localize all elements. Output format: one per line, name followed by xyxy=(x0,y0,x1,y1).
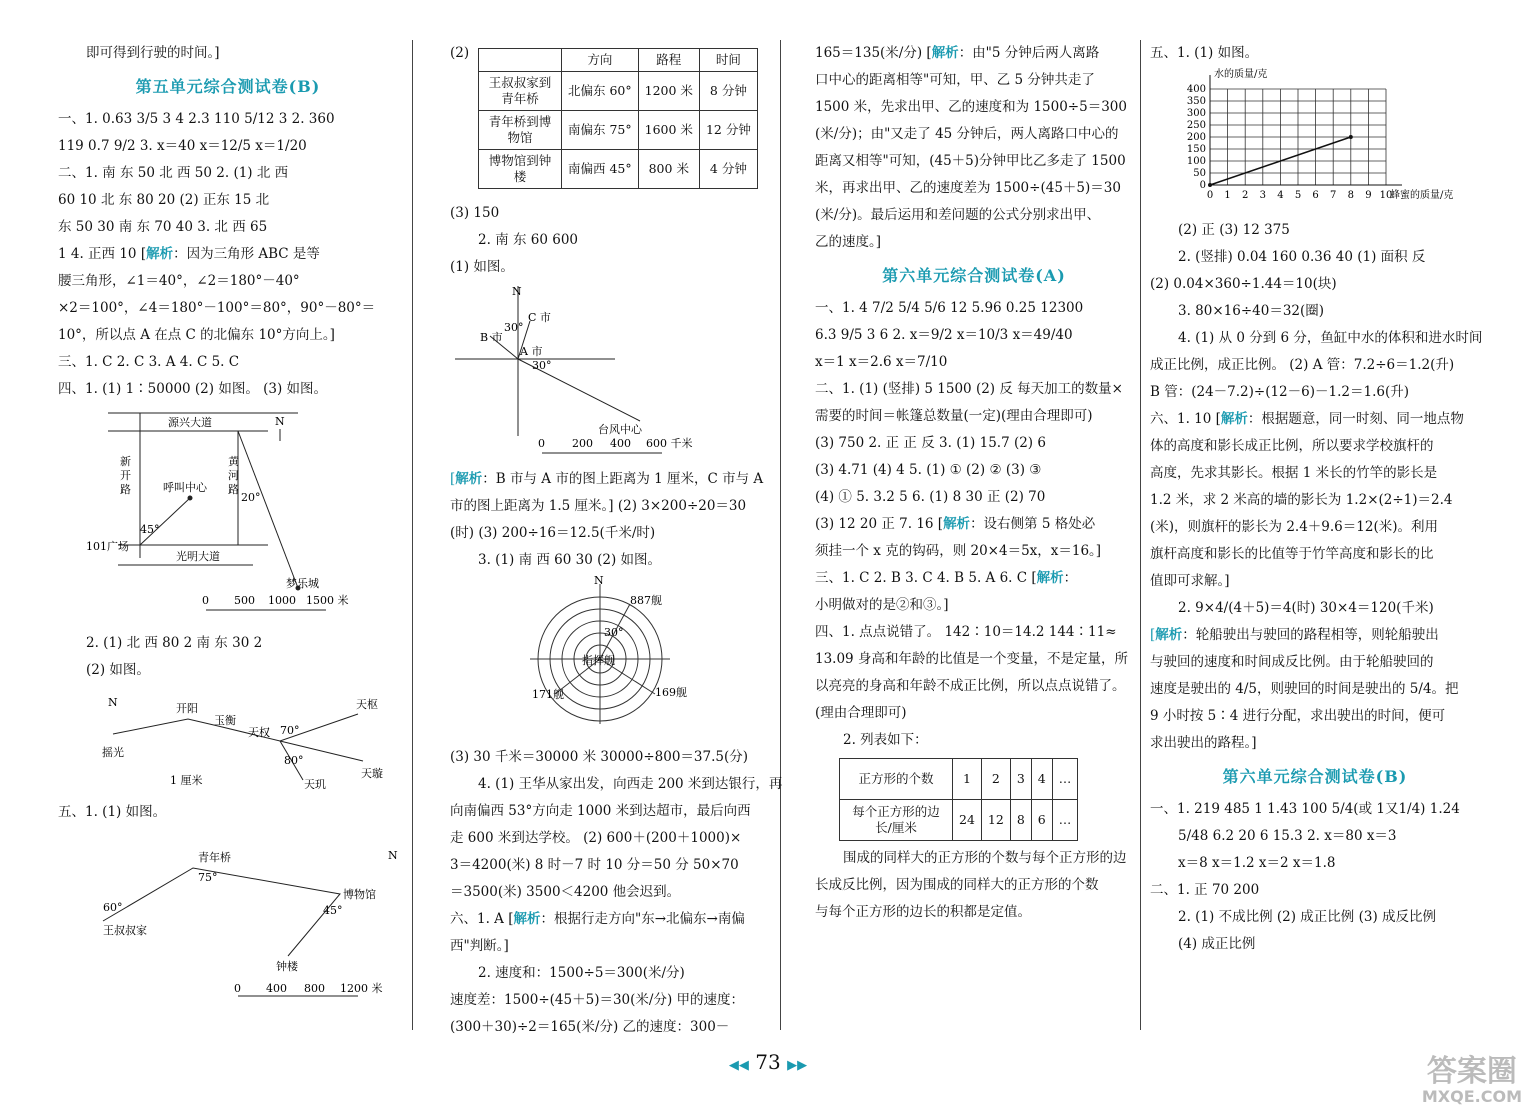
scale-label: 200 xyxy=(572,437,593,450)
text-line: 以亮亮的身高和年龄不成正比例，所以点点说错了。 xyxy=(815,678,1126,694)
x-tick-label: 1 xyxy=(1224,190,1231,201)
analysis-tag: 解析 xyxy=(513,911,541,927)
text-line: 体的高度和影长成正比例，所以要求学校旗杆的 xyxy=(1150,438,1434,454)
angle-label: 70° xyxy=(280,724,300,737)
text-line: 五、1. (1) 如图。 xyxy=(1150,45,1259,61)
text-line: 走 600 米到达学校。 (2) 600＋(200＋1000)× xyxy=(450,830,742,846)
bracket: [ xyxy=(450,471,456,487)
data-point xyxy=(1349,135,1353,139)
table-cell: 4 分钟 xyxy=(699,150,757,189)
text-line: 需要的时间＝帐篷总数量(一定)(理由合理即可) xyxy=(815,408,1093,424)
table-row xyxy=(840,800,1078,841)
text-line: (米/分)；由"又走了 45 分钟后，两人离路口中心的 xyxy=(815,126,1119,142)
city-label: A 市 xyxy=(520,345,543,358)
city-label: B 市 xyxy=(480,331,503,344)
text-line: (理由合理即可) xyxy=(815,705,907,721)
text-line: 高度，先求其影长。根据 1 米长的竹竿的影长是 xyxy=(1150,465,1438,481)
star-map-figure xyxy=(58,684,398,789)
text-line: 4. (1) 王华从家出发，向西走 200 米到达银行，再 xyxy=(478,776,783,792)
text-line: 二、1. 正 70 200 xyxy=(1150,882,1260,898)
text-line: 距离又相等"可知，(45＋5)分钟甲比乙多走了 1500 xyxy=(815,153,1126,169)
table-cell: 1600 米 xyxy=(638,111,699,150)
x-tick-label: 5 xyxy=(1294,190,1302,201)
table-cell: 王叔叔家到青年桥 xyxy=(479,72,562,111)
star-label: 开阳 xyxy=(176,702,198,715)
text-line: 一、1. 0.63 3/5 3 4 2.3 110 5/12 3 2. 360 xyxy=(58,111,335,127)
section-title: 第五单元综合测试卷(B) xyxy=(135,77,321,96)
table-cell: 6 xyxy=(1031,800,1052,841)
text-line: (2) 0.04×360÷1.44＝10(块) xyxy=(1150,276,1337,292)
analysis-tag: 解析 xyxy=(943,516,971,532)
text-line: 市的图上距离为 1.5 厘米。] (2) 3×200÷20＝30 xyxy=(450,498,747,514)
angle-label: 45° xyxy=(323,904,343,917)
place-label: 博物馆 xyxy=(343,888,376,901)
watermark-big: 答案圈 xyxy=(1426,1054,1517,1089)
scale-label: 400 xyxy=(610,437,631,450)
table-cell: 青年桥到博物馆 xyxy=(479,111,562,150)
text-line: (3) 12 20 正 7. 16 [ xyxy=(815,516,944,532)
page-number-text: 73 xyxy=(755,1050,781,1074)
angle-label: 30° xyxy=(504,321,524,334)
table-cell: 1 xyxy=(953,759,982,800)
road-left-label: 新 xyxy=(120,455,131,468)
text-line: 60 10 北 东 80 20 (2) 正东 15 北 xyxy=(58,192,270,208)
analysis-tag: 解析 xyxy=(1220,411,1248,427)
text-line: 2. 列表如下： xyxy=(843,732,928,748)
text-line: 米，再求出甲、乙的速度差为 1500÷(45＋5)＝30 xyxy=(815,180,1121,196)
text-line: 2. (1) 不成比例 (2) 成正比例 (3) 成反比例 xyxy=(1178,909,1436,925)
text-line: (2) 正 (3) 12 375 xyxy=(1178,222,1290,238)
north-label: N xyxy=(108,696,118,709)
column-4 xyxy=(1150,40,1483,958)
text-line: 一、1. 4 7/2 5/4 5/6 12 5.96 0.25 12300 xyxy=(815,300,1084,316)
x-tick-label: 4 xyxy=(1277,190,1284,201)
x-tick-label: 3 xyxy=(1259,190,1266,201)
city-label: C 市 xyxy=(528,311,551,324)
text-line: 10°，所以点 A 在点 C 的北偏东 10°方向上。] xyxy=(58,327,335,343)
table-cell: 南偏东 75° xyxy=(562,111,639,150)
text-line: ×2＝100°，∠4＝180°－100°＝80°，90°－80°＝ xyxy=(58,300,376,316)
text-line: 旗杆高度和影长的比值等于竹竿高度和影长的比 xyxy=(1150,546,1434,562)
angle-label: 80° xyxy=(284,754,304,767)
text-line: 2. (竖排) 0.04 160 0.36 40 (1) 面积 反 xyxy=(1178,249,1426,265)
text-line: 2. 9×4/(4＋5)＝4(时) 30×4＝120(千米) xyxy=(1178,600,1434,616)
dest-label: 台风中心 xyxy=(598,423,642,436)
table-cell: 24 xyxy=(953,800,982,841)
table-row xyxy=(840,759,1078,800)
scale-label: 500 xyxy=(234,594,255,607)
column-1 xyxy=(58,40,398,1016)
place-label: 王叔叔家 xyxy=(103,924,147,937)
text-line: 3＝4200(米) 8 时－7 时 10 分＝50 分 50×70 xyxy=(450,857,739,873)
text-line: (3) 150 xyxy=(450,205,500,221)
text-line: ：由"5 分钟后两人离路 xyxy=(958,45,1100,61)
table-row xyxy=(479,72,758,111)
text-line: 速度差：1500÷(45＋5)＝30(米/分) 甲的速度： xyxy=(450,992,745,1008)
text-line: x＝8 x＝1.2 x＝2 x＝1.8 xyxy=(1178,855,1336,871)
text-line: 乙的速度。] xyxy=(815,234,882,250)
table-cell: 3 xyxy=(1010,759,1031,800)
watermark-small: MXQE.COM xyxy=(1421,1087,1522,1106)
column-divider xyxy=(412,40,413,1030)
scale-bar xyxy=(58,590,398,620)
y-tick-label: 400 xyxy=(1186,84,1206,95)
text-line: 四、1. (1) 1∶50000 (2) 如图。 (3) 如图。 xyxy=(58,381,328,397)
text-line: 5/48 6.2 20 6 15.3 2. x＝80 x＝3 xyxy=(1178,828,1397,844)
scale-label: 800 xyxy=(304,982,325,995)
y-axis-label: 水的质量/克 xyxy=(1214,69,1268,80)
road-bottom-label: 光明大道 xyxy=(176,550,220,563)
watermark xyxy=(1422,1056,1522,1106)
text-line: 东 50 30 南 东 70 40 3. 北 西 65 xyxy=(58,219,268,235)
radar-figure xyxy=(450,574,772,734)
star-label: 天权 xyxy=(248,726,270,739)
y-tick-label: 100 xyxy=(1186,156,1206,167)
text-line: (时) (3) 200÷16＝12.5(千米/时) xyxy=(450,525,656,541)
route-map-figure xyxy=(58,826,398,1006)
table-row xyxy=(479,111,758,150)
section-title: 第六单元综合测试卷(B) xyxy=(1222,767,1408,786)
angle-label: 30° xyxy=(604,626,624,639)
table-cell: 12 分钟 xyxy=(699,111,757,150)
center-point xyxy=(188,496,193,501)
x-tick-label: 10 xyxy=(1379,190,1393,201)
analysis-tag: 解析 xyxy=(455,471,483,487)
table-row xyxy=(479,150,758,189)
angle-label: 20° xyxy=(241,491,261,504)
text-line: 一、1. 219 485 1 1.43 100 5/4(或 1又1/4) 1.24 xyxy=(1150,801,1460,817)
table-cell: … xyxy=(1052,800,1078,841)
text-line: x＝1 x＝2.6 x＝7/10 xyxy=(815,354,948,370)
text-line: 求出驶出的路程。] xyxy=(1150,735,1257,751)
text-line: 3. (1) 南 西 60 30 (2) 如图。 xyxy=(478,552,662,568)
text-line: 9 小时按 5∶4 进行分配，求出驶出的时间，便可 xyxy=(1150,708,1446,724)
text-line: ：根据题意，同一时刻、同一地点物 xyxy=(1247,411,1464,427)
table-header: 方向 xyxy=(562,49,639,72)
text-line: 长成反比例，因为围成的同样大的正方形的个数 xyxy=(815,877,1099,893)
star-label: 天枢 xyxy=(356,698,378,711)
text-line: (4) 成正比例 xyxy=(1178,936,1256,952)
table-cell: 2 xyxy=(981,759,1010,800)
north-label: N xyxy=(275,415,285,428)
text-line: 二、1. (1) (竖排) 5 1500 (2) 反 每天加工的数量× xyxy=(815,381,1123,397)
text-line: 口中心的距离相等"可知，甲、乙 5 分钟共走了 xyxy=(815,72,1095,88)
center-label: 呼叫中心 xyxy=(163,481,207,494)
text-line: (2) 如图。 xyxy=(86,662,150,678)
star-label: 摇光 xyxy=(102,746,124,759)
text-line: (4) ① 5. 3.2 5 6. (1) 8 30 正 (2) 70 xyxy=(815,489,1046,505)
text-line: (3) 750 2. 正 正 反 3. (1) 15.7 (2) 6 xyxy=(815,435,1046,451)
table-cell: 8 xyxy=(1010,800,1031,841)
angle-label: 45° xyxy=(140,523,160,536)
text-line: 西"判断。] xyxy=(450,938,509,954)
star-label: 玉衡 xyxy=(214,714,236,727)
text-line: 二、1. 南 东 50 北 西 50 2. (1) 北 西 xyxy=(58,165,289,181)
analysis-tag: 解析 xyxy=(931,45,959,61)
column-3 xyxy=(815,40,1133,926)
road-right-label: 黄 xyxy=(228,455,239,468)
north-label: N xyxy=(512,285,522,298)
line-chart xyxy=(1150,67,1480,207)
text-line: ＝3500(米) 3500＜4200 他会迟到。 xyxy=(450,884,681,900)
typhoon-map-figure xyxy=(450,281,772,456)
ship-label: 887舰 xyxy=(630,594,662,607)
text-line: 腰三角形，∠1＝40°，∠2＝180°－40° xyxy=(58,273,300,289)
x-tick-label: 6 xyxy=(1312,190,1319,201)
plaza-label: 101广场 xyxy=(86,540,129,553)
scale-label: 1 厘米 xyxy=(170,774,203,787)
scale-label: 1000 xyxy=(268,594,296,607)
x-tick-label: 0 xyxy=(1206,190,1214,201)
text-line: 3. 80×16÷40＝32(圈) xyxy=(1178,303,1325,319)
scale-label: 600 千米 xyxy=(646,437,693,450)
text-line: (1) 如图。 xyxy=(450,259,514,275)
text-line: ：根据行走方向"东→北偏东→南偏 xyxy=(540,911,745,927)
text-line: 须挂一个 x 克的钩码，则 20×4＝5x，x＝16。] xyxy=(815,543,1102,559)
text-line: ：设右侧第 5 格处必 xyxy=(970,516,1096,532)
data-point xyxy=(1208,183,1212,187)
text-line: (3) 4.71 (4) 4 5. (1) ① (2) ② (3) ③ xyxy=(815,462,1042,478)
scale-label: 0 xyxy=(538,437,545,450)
analysis-tag: 解析 xyxy=(1036,570,1064,586)
table-cell: 12 xyxy=(981,800,1010,841)
road-left-label: 路 xyxy=(120,483,131,496)
text-line: (米)，则旗杆的影长为 2.4＋9.6＝12(米)。利用 xyxy=(1150,519,1438,535)
prev-arrow-icon: ◀◀ xyxy=(728,1058,749,1073)
table-cell: 8 分钟 xyxy=(699,72,757,111)
text-line: 119 0.7 9/2 3. x＝40 x＝12/5 x＝1/20 xyxy=(58,138,307,154)
table-cell: 4 xyxy=(1031,759,1052,800)
table-cell: 每个正方形的边长/厘米 xyxy=(840,800,953,841)
x-tick-label: 8 xyxy=(1347,190,1354,201)
road-map-figure xyxy=(58,403,398,593)
analysis-tag: 解析 xyxy=(146,246,174,262)
y-tick-label: 250 xyxy=(1186,120,1206,131)
road-right-label: 河 xyxy=(228,469,239,482)
text-line: 1500 米，先求出甲、乙的速度和为 1500÷5＝300 xyxy=(815,99,1127,115)
scale-label: 1200 米 xyxy=(340,982,383,995)
text-line: B 管：(24－7.2)÷(12－6)－1.2＝1.6(升) xyxy=(1150,384,1409,400)
table-cell: 北偏东 60° xyxy=(562,72,639,111)
table-header: 时间 xyxy=(699,49,757,72)
road-left-label: 开 xyxy=(120,469,131,482)
column-divider xyxy=(1140,40,1141,1030)
table-cell: 正方形的个数 xyxy=(840,759,953,800)
text-line: ：B 市与 A 市的图上距离为 1 厘米，C 市与 A xyxy=(482,471,764,487)
text-line: 三、1. C 2. C 3. A 4. C 5. C xyxy=(58,354,240,370)
text-line: 2. (1) 北 西 80 2 南 东 30 2 xyxy=(86,635,263,651)
ship-label: 171舰 xyxy=(532,688,564,701)
place-label: 钟楼 xyxy=(276,960,298,973)
text-line: 2. 速度和：1500÷5＝300(米/分) xyxy=(478,965,685,981)
text-line: 围成的同样大的正方形的个数与每个正方形的边 xyxy=(843,850,1127,866)
text-line: 与驶回的速度和时间成反比例。由于轮船驶回的 xyxy=(1150,654,1434,670)
x-tick-label: 9 xyxy=(1365,190,1372,201)
scale-label: 1500 米 xyxy=(306,594,349,607)
section-title: 第六单元综合测试卷(A) xyxy=(882,266,1066,285)
table-cell: 南偏西 45° xyxy=(562,150,639,189)
text-line: 三、1. C 2. B 3. C 4. B 5. A 6. C [ xyxy=(815,570,1037,586)
text-line: 成正比例，成正比例。 (2) A 管：7.2÷6＝1.2(升) xyxy=(1150,357,1455,373)
text-line: 与每个正方形的边长的积都是定值。 xyxy=(815,904,1031,920)
table-cell: … xyxy=(1052,759,1078,800)
y-tick-label: 350 xyxy=(1186,96,1206,107)
text-line: (米/分)。最后运用和差问题的公式分别求出甲、 xyxy=(815,207,1101,223)
north-label: N xyxy=(594,574,604,587)
star-label: 天玑 xyxy=(304,778,326,789)
text-line: 向南偏西 53°方向走 1000 米到达超市，最后向西 xyxy=(450,803,751,819)
text-line: 值即可求解。] xyxy=(1150,573,1230,589)
text-line: ：轮船驶出与驶回的路程相等，则轮船驶出 xyxy=(1182,627,1439,643)
y-tick-label: 300 xyxy=(1186,108,1206,119)
analysis-tag: 解析 xyxy=(1155,627,1183,643)
text-line: ： xyxy=(1063,570,1078,586)
text-line: 2. 南 东 60 600 xyxy=(478,232,578,248)
angle-label: 60° xyxy=(103,901,123,914)
column-2 xyxy=(450,40,783,1041)
text-line: 即可得到行驶的时间。] xyxy=(86,45,220,61)
table-cell: 1200 米 xyxy=(638,72,699,111)
page-number xyxy=(0,1050,1536,1074)
text-line: (2) xyxy=(450,45,470,61)
table-header xyxy=(479,49,562,72)
next-arrow-icon: ▶▶ xyxy=(787,1058,808,1073)
bracket: [ xyxy=(1150,627,1156,643)
y-tick-label: 200 xyxy=(1186,132,1206,143)
route-table xyxy=(478,48,758,189)
text-line: 165＝135(米/分) [ xyxy=(815,45,932,61)
y-tick-label: 0 xyxy=(1199,180,1206,191)
dest-label: 梦乐城 xyxy=(286,577,319,590)
road-top-label: 源兴大道 xyxy=(168,416,212,429)
text-line: ：因为三角形 ABC 是等 xyxy=(173,246,320,262)
scale-label: 0 xyxy=(202,594,209,607)
x-axis-label: 蜂蜜的质量/克 xyxy=(1390,190,1454,201)
table-header: 路程 xyxy=(638,49,699,72)
center-label: 指挥舰 xyxy=(582,654,615,667)
road-right-label: 路 xyxy=(228,483,239,496)
ship-label: 169舰 xyxy=(655,686,687,699)
y-tick-label: 150 xyxy=(1186,144,1206,155)
text-line: 小明做对的是②和③。] xyxy=(815,597,949,613)
text-line: 13.09 身高和年龄的比值是一个变量，不是定量，所 xyxy=(815,651,1128,667)
text-line: 六、1. 10 [ xyxy=(1150,411,1221,427)
angle-label: 75° xyxy=(198,871,218,884)
angle-label: 30° xyxy=(532,359,552,372)
text-line: 五、1. (1) 如图。 xyxy=(58,804,167,820)
y-tick-label: 50 xyxy=(1193,168,1206,179)
x-tick-label: 2 xyxy=(1242,190,1249,201)
table-cell: 800 米 xyxy=(638,150,699,189)
text-line: 6.3 9/5 3 6 2. x＝9/2 x＝10/3 x＝49/40 xyxy=(815,327,1073,343)
text-line: 1.2 米，求 2 米高的墙的影长为 1.2×(2÷1)＝2.4 xyxy=(1150,492,1453,508)
text-line: 四、1. 点点说错了。 142∶10＝14.2 144∶11≈ xyxy=(815,624,1117,640)
text-line: 1 4. 正西 10 [ xyxy=(58,246,147,262)
table-cell: 博物馆到钟楼 xyxy=(479,150,562,189)
star-label: 天璇 xyxy=(361,767,383,780)
text-line: 六、1. A [ xyxy=(450,911,514,927)
text-line: 4. (1) 从 0 分到 6 分，鱼缸中水的体积和进水时间 xyxy=(1178,330,1483,346)
square-table xyxy=(839,758,1078,841)
x-tick-label: 7 xyxy=(1330,190,1337,201)
text-line: 速度是驶出的 4/5，则驶回的时间是驶出的 5/4。把 xyxy=(1150,681,1459,697)
scale-label: 0 xyxy=(234,982,241,995)
column-divider xyxy=(780,40,781,1030)
text-line: (300＋30)÷2＝165(米/分) 乙的速度：300－ xyxy=(450,1019,730,1035)
text-line: (3) 30 千米＝30000 米 30000÷800＝37.5(分) xyxy=(450,749,749,765)
place-label: 青年桥 xyxy=(198,851,231,864)
scale-label: 400 xyxy=(266,982,287,995)
north-label: N xyxy=(388,849,398,862)
